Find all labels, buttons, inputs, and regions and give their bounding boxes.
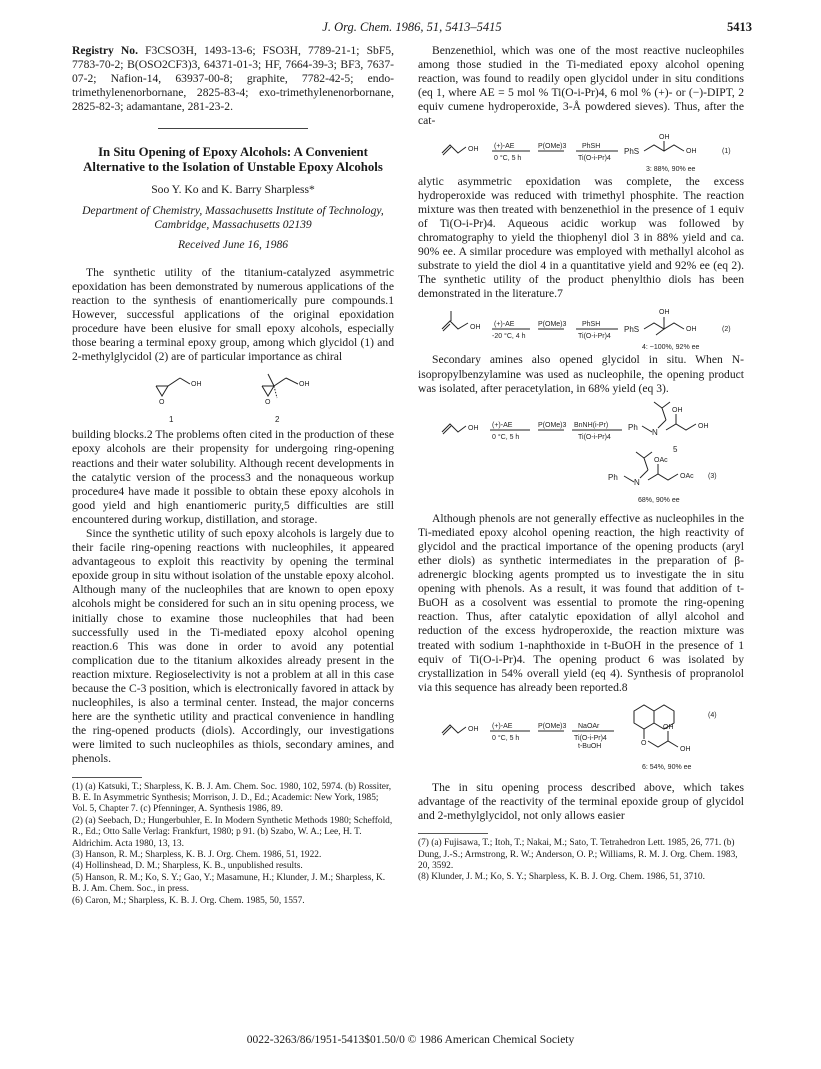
svg-text:OH: OH: [659, 309, 670, 317]
svg-text:P(OMe)3: P(OMe)3: [538, 142, 567, 150]
paragraph: Secondary amines also opened glycidol in situ. When N-isopropylbenzylamine was used as nucleophile, the opening product was isolated, after peracetylation, in 68% yield (eq 3).: [418, 353, 744, 395]
equation-3-svg: [418, 396, 744, 512]
journal-citation: J. Org. Chem. 1986, 51, 5413–5415: [322, 20, 502, 34]
svg-text:OH: OH: [680, 745, 691, 753]
paragraph: Benzenethiol, which was one of the most reactive nucleophiles among those studied in the Ti-mediated epoxy alcohol opening reaction, was found to readily open glycidol under in situ conditions (eq 1, where AE = 5 mol % Ti(O-i-Pr)4, 6 mol % (+)- or (−)-DIPT, 2 equiv cumene hydroperoxide, 3-Å powdered sieves). Thus, after the cat-: [418, 44, 744, 128]
footnote: (4) Hollinshead, D. M.; Sharpless, K. B., unpublished results.: [72, 861, 303, 872]
svg-text:OH: OH: [468, 424, 479, 432]
svg-text:Ti(O-i-Pr)4: Ti(O-i-Pr)4: [578, 433, 611, 441]
svg-text:Ph: Ph: [628, 422, 638, 432]
svg-text:NaOAr: NaOAr: [578, 722, 600, 730]
footnote: (5) Hanson, R. M.; Ko, S. Y.; Gao, Y.; Masamune, H.; Klunder, J. M.; Sharpless, K. B. J. Am. Chem. Soc., in press.: [72, 872, 386, 895]
svg-text:(4): (4): [708, 711, 717, 719]
running-header: [72, 20, 752, 38]
svg-text:O: O: [641, 739, 647, 747]
svg-text:PhSH: PhSH: [582, 321, 601, 329]
svg-text:(+)-AE: (+)-AE: [494, 142, 515, 150]
svg-text:Ti(O-i-Pr)4: Ti(O-i-Pr)4: [578, 154, 611, 162]
svg-text:Ph: Ph: [608, 472, 618, 482]
svg-text:t-BuOH: t-BuOH: [578, 742, 602, 750]
article-affiliation: Department of Chemistry, Massachusetts Institute of Technology, Cambridge, Massachusetts 02139: [82, 203, 384, 231]
equation-1-svg: [418, 129, 744, 175]
footnotes-right: [418, 838, 744, 884]
received-date: Received June 16, 1986: [177, 237, 289, 251]
svg-text:(2): (2): [722, 326, 731, 334]
equation-4: [418, 695, 744, 779]
registry-numbers: [72, 44, 394, 114]
glycidol-structures-svg: [72, 364, 394, 428]
svg-text:OH: OH: [698, 422, 709, 430]
paragraph: building blocks.2 The problems often cited in the production of these epoxy alcohols are their propensity for undergoing ring-opening reactions and their water solubility. Although recent developments in the catalytic version of the process3 and the nonaqueous workup procedure4 have made it possible to obtain these epoxy alcohols in good yield and high enantiomeric purity,5 difficulties are still encountered during workup, distillation, and storage.: [72, 428, 394, 526]
footnote-divider: [418, 833, 488, 834]
svg-text:(3): (3): [708, 472, 717, 480]
left-column: [72, 44, 394, 907]
paragraph: Since the synthetic utility of such epoxy alcohols is largely due to their facile ring-opening reactions with nucleophiles, it appeared advantageous to exploit this reactivity by opening the terminal epoxide group in situ without isolation of the unstable epoxy alcohol. Although many of the nucleophiles that are known to open epoxy alcohols might be considered for such an in situ opening process, we initially chose to examine those nucleophiles that had been successfully used in the Ti-mediated epoxy alcohol opening reaction.6 This was done in order to avoid any potential complication due to the titanium alkoxides already present in the reaction mixture. Regioselectivity is not a problem at all in this case because the C-3 position, which is electronically favored in attack by nucleophiles, is also a terminal center. Instead, the major concerns here are the synthetic utility and practical convenience in handling the ring-opened products (diols). Accordingly, our investigations were limited to such nucleophiles as thiols, secondary amines, and phenols.: [72, 526, 394, 766]
svg-text:N: N: [652, 427, 658, 437]
svg-text:(1): (1): [722, 147, 731, 155]
svg-text:Ti(O-i-Pr)4: Ti(O-i-Pr)4: [578, 333, 611, 341]
svg-text:6: 54%, 90% ee: 6: 54%, 90% ee: [642, 763, 692, 771]
svg-text:(+)-AE: (+)-AE: [492, 421, 513, 429]
svg-text:BnNH(i-Pr): BnNH(i-Pr): [574, 421, 609, 429]
svg-text:OH: OH: [672, 406, 683, 414]
svg-text:68%, 90% ee: 68%, 90% ee: [638, 496, 680, 504]
svg-text:(+)-AE: (+)-AE: [492, 722, 513, 730]
svg-text:P(OMe)3: P(OMe)3: [538, 421, 567, 429]
registry-label: Registry No.: [72, 44, 138, 57]
svg-text:PhS: PhS: [624, 146, 640, 156]
compound-label-2: 2: [275, 415, 280, 425]
footnote-divider: [72, 777, 142, 778]
article-authors: Soo Y. Ko and K. Barry Sharpless*: [151, 183, 315, 197]
svg-text:OAc: OAc: [654, 456, 668, 464]
svg-text:OH: OH: [686, 147, 697, 155]
footnote: (1) (a) Katsuki, T.; Sharpless, K. B. J. Am. Chem. Soc. 1980, 102, 5974. (b) Rossiter, B. E. In Asymmetric Synthesis; Morrison, J. D., Ed.; Academic: New York, 1985; Vol. 5, Chapter 7. (c) Pfenninger, A. Synthesis 1986, 89.: [72, 781, 392, 815]
paragraph: alytic asymmetric epoxidation was complete, the excess hydroperoxide was reduced with trimethyl phosphite. The reaction mixture was then treated with benzenethiol in the presence of 1 equiv of Ti(O-i-Pr)4. Aqueous acidic workup was followed by chromatography to yield the thiophenyl diol 3 in 88% yield and ca. 90% ee. A similar procedure was employed with methallyl alcohol as substrate to yield the diol 4 in a quantitative yield and 92% ee (eq 2). The synthetic utility of the product phenylthio diols has been demonstrated in the literature.7: [418, 174, 744, 301]
footnote: (6) Caron, M.; Sharpless, K. B. J. Org. Chem. 1985, 50, 1557.: [72, 895, 305, 906]
svg-text:N: N: [634, 477, 640, 487]
section-divider: [158, 128, 308, 129]
equation-1: [418, 129, 744, 175]
svg-text:-20 °C, 4 h: -20 °C, 4 h: [492, 333, 526, 341]
equation-4-svg: [418, 695, 744, 779]
svg-text:(+)-AE: (+)-AE: [494, 321, 515, 329]
right-column: [418, 44, 744, 884]
footnote: (3) Hanson, R. M.; Sharpless, K. B. J. Org. Chem. 1986, 51, 1922.: [72, 850, 322, 860]
svg-text:Ti(O-i-Pr)4: Ti(O-i-Pr)4: [574, 734, 607, 742]
glycidol-structures: [72, 364, 394, 428]
paragraph: The synthetic utility of the titanium-catalyzed asymmetric epoxidation has been demonstrated by numerous applications of the reaction to the synthesis of enantiomerically pure compounds.1 However, successful applications of the original epoxidation procedure have been elusive for small epoxy alcohols, especially those bearing a terminal epoxy group, among which glycidol (1) and 2-methylglycidol (2) are of particular importance as chiral: [72, 265, 394, 364]
svg-text:OH: OH: [468, 725, 479, 733]
paragraph: The in situ opening process described above, which takes advantage of the reactivity of the terminal epoxide group of glycidol and 2-methylglycidol, not only allows easier: [418, 780, 744, 823]
svg-text:OH: OH: [470, 324, 481, 332]
svg-text:OAc: OAc: [680, 472, 694, 480]
registry-text: F3CSO3H, 1493-13-6; FSO3H, 7789-21-1; SbF5, 7783-70-2; B(OSO2CF3)3, 64371-01-3; HF, 7664-39-3; BF3, 7637-07-2; Nafion-14, 63937-00-8; graphite, 7782-42-5; endo-trimethylenenorbornane, 2825-83-4; exo-trimethylenenorbornane, 2825-82-3; adamantane, 281-23-2.: [72, 44, 394, 114]
svg-text:0 °C, 5 h: 0 °C, 5 h: [494, 154, 522, 162]
footnote: (7) (a) Fujisawa, T.; Itoh, T.; Nakai, M.; Sato, T. Tetrahedron Lett. 1985, 26, 771. (b) Dung, J.-S.; Armstrong, R. W.; Anderson, O. P.; Williams, R. M. J. Org. Chem. 1983, 20, 3592.: [418, 838, 738, 871]
svg-text:O: O: [265, 399, 271, 407]
svg-text:3: 88%, 90% ee: 3: 88%, 90% ee: [646, 165, 696, 173]
svg-text:O: O: [159, 399, 165, 407]
svg-text:0 °C, 5 h: 0 °C, 5 h: [492, 734, 520, 742]
equation-3: [418, 396, 744, 512]
svg-text:OH: OH: [659, 133, 670, 141]
svg-text:5: 5: [673, 444, 678, 454]
svg-text:PhSH: PhSH: [582, 142, 601, 150]
footnote: (8) Klunder, J. M.; Ko, S. Y.; Sharpless, K. B. J. Org. Chem. 1986, 51, 3710.: [418, 872, 705, 883]
equation-2: [418, 301, 744, 353]
svg-text:PhS: PhS: [624, 325, 640, 335]
article-title: In Situ Opening of Epoxy Alcohols: A Convenient Alternative to the Isolation of Unstable Epoxy Alcohols: [83, 145, 383, 175]
footnote: (2) (a) Seebach, D.; Hungerbuhler, E. In Modern Synthetic Methods 1980; Scheffold, R., Ed.; Otto Salle Verlag: Frankfurt, 1980; p 91. (b) Szabo, W. A.; Lee, H. T. Aldrichim. Acta 1980, 13, 13.: [72, 815, 393, 849]
oh-label-2: OH: [299, 381, 310, 389]
paragraph: Although phenols are not generally effective as nucleophiles in the Ti-mediated epoxy alcohol opening reaction, the high reactivity of glycidol and the practical importance of the opening products (aryl ether diols) as synthetic intermediates in the preparation of β-adrenergic blocking agents prompted us to investigate the in situ opening with phenols. As a result, it was found that addition of t-BuOH as a cosolvent was essential to promote the ring-opening reaction. Thus, after catalytic epoxidation of allyl alcohol and reduction of the excess hydroperoxide, the reaction mixture was treated with sodium 1-naphthoxide in t-BuOH in the presence of 1 equiv of Ti(O-i-Pr)4. The opening product 6 was isolated by crystallization in 54% overall yield (eq 4). Synthesis of propranolol via this sequence has already been reported.8: [418, 511, 744, 694]
svg-text:OH: OH: [468, 145, 479, 153]
page-number: 5413: [727, 20, 752, 34]
footnotes-left: [72, 782, 394, 907]
svg-text:4: ~100%, 92% ee: 4: ~100%, 92% ee: [642, 344, 700, 352]
oh-label-1: OH: [191, 381, 202, 389]
svg-text:P(OMe)3: P(OMe)3: [538, 321, 567, 329]
compound-label-1: 1: [169, 415, 174, 425]
equation-2-svg: [418, 301, 744, 353]
svg-text:OH: OH: [686, 326, 697, 334]
svg-text:0 °C, 5 h: 0 °C, 5 h: [492, 433, 520, 441]
svg-text:OH: OH: [663, 723, 674, 731]
page-footer: 0022-3263/86/1951-5413$01.50/0 © 1986 American Chemical Society: [246, 1034, 575, 1046]
svg-text:P(OMe)3: P(OMe)3: [538, 722, 567, 730]
